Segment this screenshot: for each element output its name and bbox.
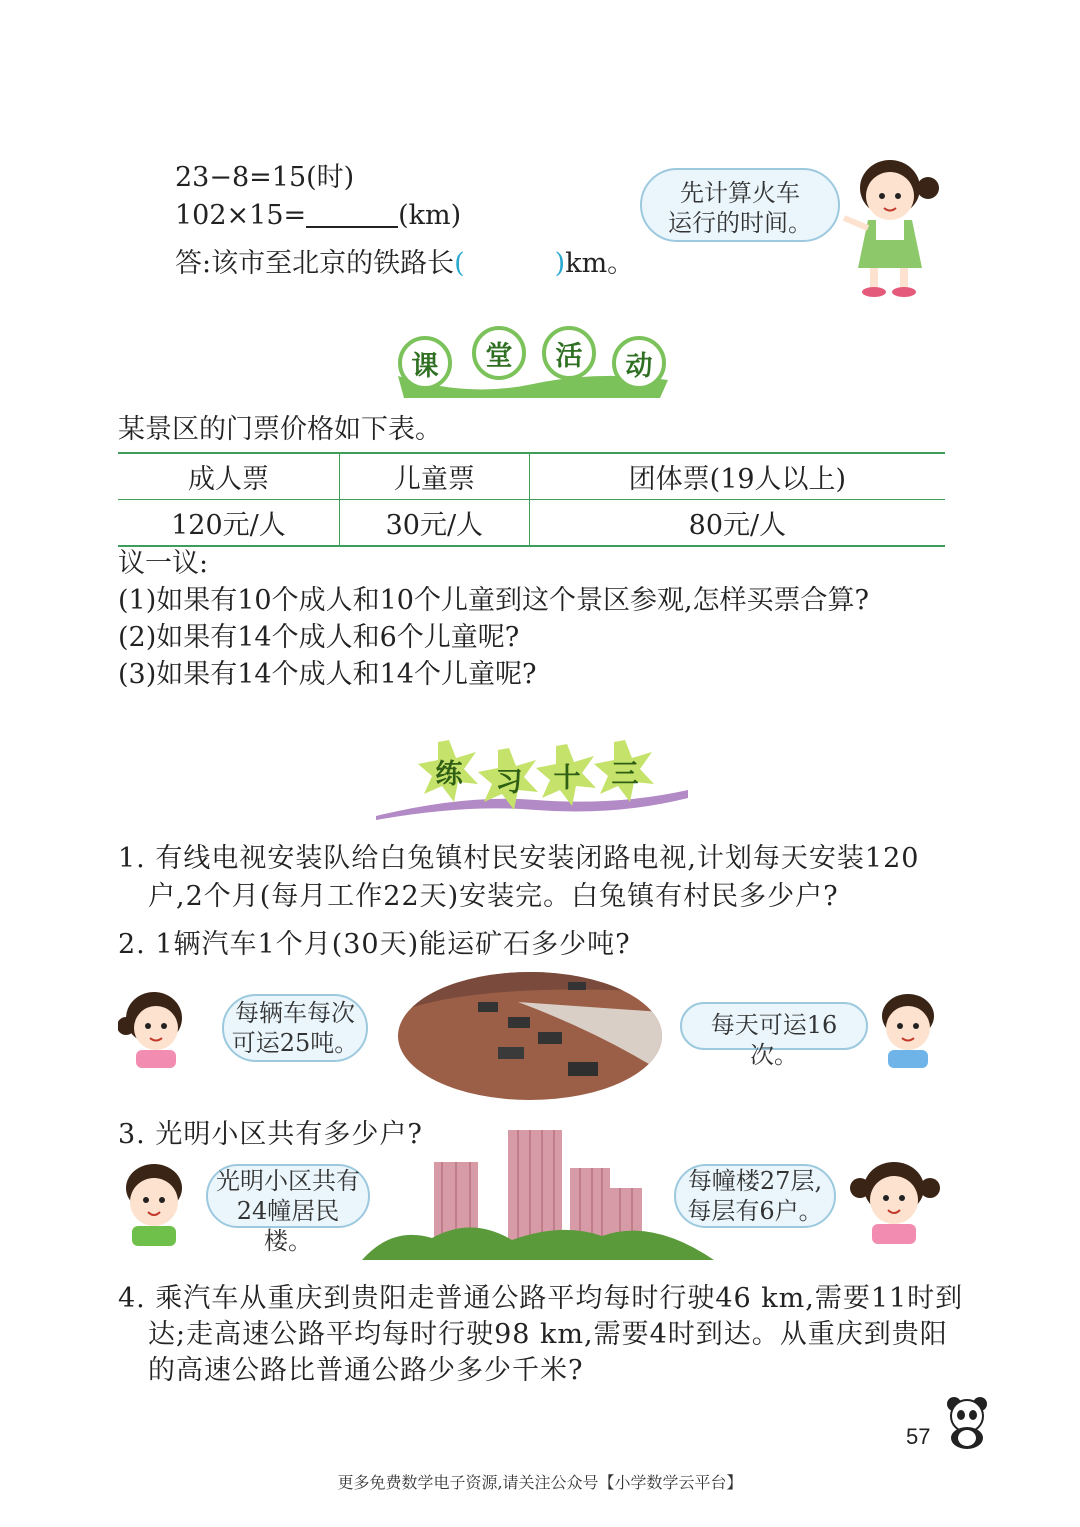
exercise-title-char-3	[536, 744, 598, 806]
answer-blank[interactable]	[306, 200, 398, 228]
calc-line-2	[175, 198, 461, 234]
problem-1-line-1: 1. 有线电视安装队给白兔镇村民安装闭路电视,计划每天安装120	[118, 843, 920, 874]
problem-4-line-2: 达;走高速公路平均每时行驶98 km,需要4时到达。从重庆到贵阳	[148, 1319, 948, 1350]
discuss-question-2: (2)如果有14个成人和6个儿童呢?	[118, 622, 520, 653]
discuss-title: 议一议:	[118, 548, 209, 579]
exercise-title-char-1	[418, 740, 480, 802]
table-header-child: 儿童票	[339, 453, 529, 500]
ticket-price-table	[118, 452, 945, 547]
table-header-adult: 成人票	[118, 453, 339, 500]
discuss-question-3: (3)如果有14个成人和14个儿童呢?	[118, 659, 537, 690]
table-value-child: 30元/人	[339, 500, 529, 547]
activity-title-char-4: 动	[612, 336, 666, 390]
problem-3: 3. 光明小区共有多少户?	[118, 1119, 423, 1150]
girl-bubble-line-2: 运行的时间。	[668, 209, 812, 237]
exercise-title-char-4	[594, 740, 656, 802]
exercise-title-char-1-text: 练	[435, 758, 463, 790]
table-header-row	[118, 453, 945, 500]
boy-avatar-icon	[872, 988, 942, 1068]
mining-trucks-photo	[398, 972, 662, 1100]
problem-2-left-bubble	[222, 994, 368, 1062]
girl-2-avatar-icon	[846, 1158, 942, 1244]
problem-2-left-bubble-line-2: 可运25吨。	[231, 1029, 359, 1057]
activity-title-char-1: 课	[398, 336, 452, 390]
page-number: 57	[906, 1424, 931, 1449]
answer-text: 答:该市至北京的铁路长	[175, 248, 455, 279]
activity-title-char-2: 堂	[472, 326, 526, 380]
calc-line-2-unit: (km)	[398, 200, 462, 231]
exercise-title-char-3-text: 十	[553, 762, 581, 794]
problem-2-left-bubble-line-1: 每辆车每次	[235, 999, 355, 1027]
girl-illustration	[838, 158, 948, 300]
problem-3-right-bubble	[674, 1164, 836, 1228]
exercise-title-char-4-text: 三	[611, 758, 639, 790]
table-value-row	[118, 500, 945, 547]
residential-buildings-illustration	[362, 1126, 714, 1262]
answer-line	[175, 246, 634, 282]
panda-icon	[942, 1394, 992, 1450]
girl-speech-bubble	[640, 168, 840, 242]
girl-bubble-line-1: 先计算火车	[680, 179, 800, 207]
problem-2: 2. 1辆汽车1个月(30天)能运矿石多少吨?	[118, 929, 631, 960]
table-intro: 某景区的门票价格如下表。	[118, 414, 442, 445]
exercise-title-char-2	[478, 748, 540, 810]
problem-3-right-bubble-line-2: 每层有6户。	[687, 1197, 823, 1225]
table-header-group: 团体票(19人以上)	[529, 453, 945, 500]
calc-line-1: 23−8=15(时)	[175, 162, 355, 193]
activity-title-char-3: 活	[542, 326, 596, 380]
girl-avatar-icon	[118, 988, 188, 1068]
answer-unit: km。	[565, 248, 635, 279]
problem-4-line-3: 的高速公路比普通公路少多少千米?	[148, 1355, 584, 1386]
exercise-title-char-2-text: 习	[495, 766, 523, 798]
footer-notice: 更多免费数学电子资源,请关注公众号【小学数学云平台】	[337, 1473, 743, 1492]
problem-3-right-bubble-line-1: 每幢楼27层,	[687, 1167, 823, 1195]
problem-3-left-bubble-line-2: 24幢居民楼。	[236, 1197, 340, 1255]
problem-3-left-bubble	[206, 1164, 370, 1255]
problem-1-line-2: 户,2个月(每月工作22天)安装完。白兔镇有村民多少户?	[148, 881, 839, 912]
answer-paren-close: )	[554, 248, 566, 279]
problem-2-right-bubble: 每天可运16次。	[680, 1002, 868, 1050]
discuss-question-1: (1)如果有10个成人和10个儿童到这个景区参观,怎样买票合算?	[118, 585, 870, 616]
calc-line-2-expression: 102×15=	[175, 200, 307, 231]
answer-paren-open: (	[454, 248, 465, 279]
problem-4-line-1: 4. 乘汽车从重庆到贵阳走普通公路平均每时行驶46 km,需要11时到	[118, 1283, 964, 1314]
problem-3-left-bubble-line-1: 光明小区共有	[216, 1167, 360, 1195]
boy-2-avatar-icon	[118, 1160, 188, 1246]
table-value-adult: 120元/人	[171, 510, 286, 541]
table-value-group: 80元/人	[529, 500, 945, 547]
